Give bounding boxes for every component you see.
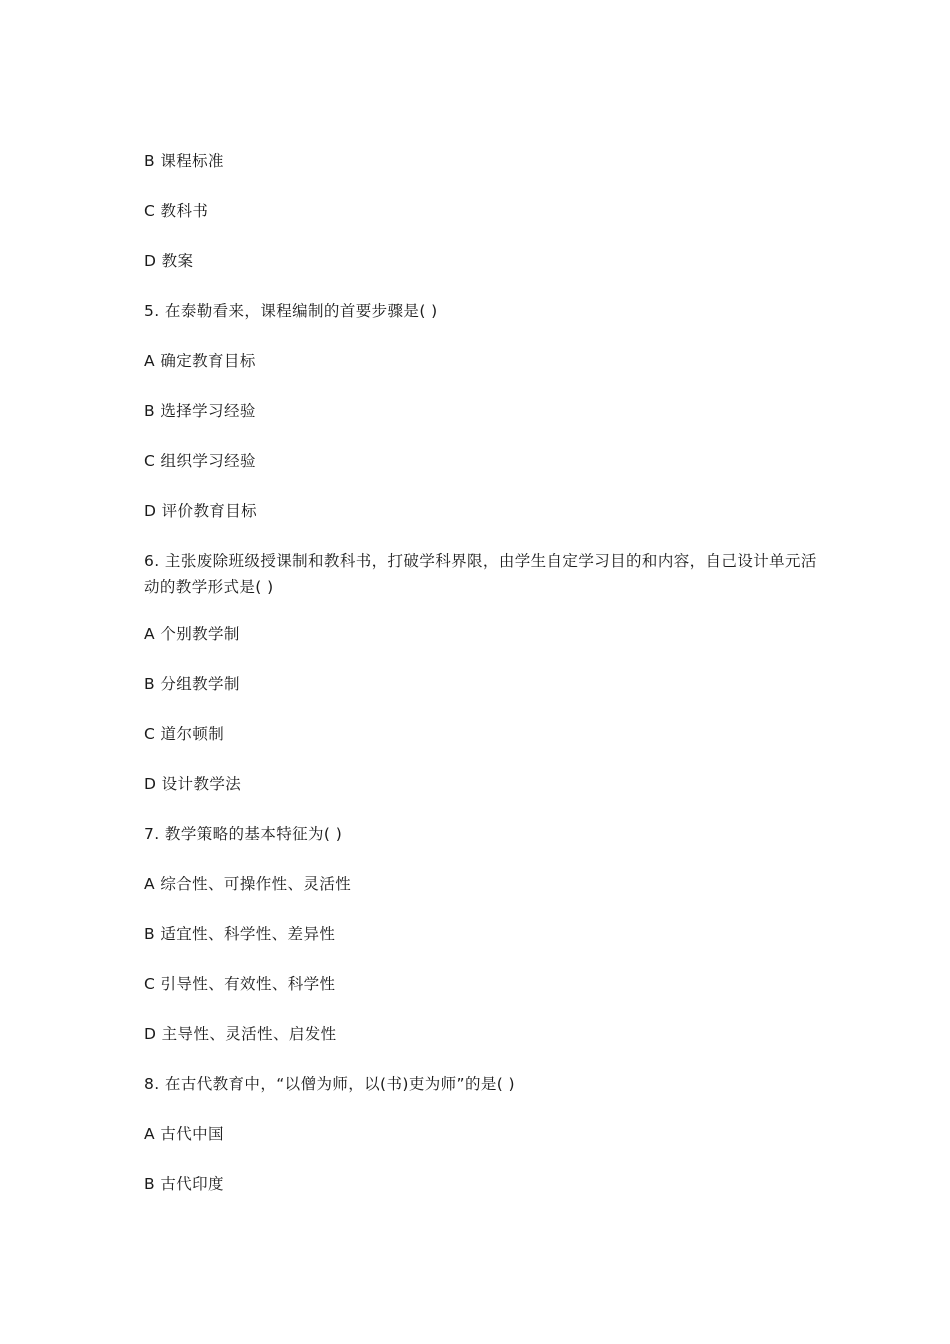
- q8-option-a: A 古代中国: [144, 1125, 224, 1143]
- q5-option-d: D 评价教育目标: [144, 502, 258, 520]
- question-8: 8. 在古代教育中，“以僧为师，以(书)吏为师”的是( ): [144, 1075, 515, 1093]
- question-7: 7. 教学策略的基本特征为( ): [144, 825, 343, 843]
- q6-option-a: A 个别教学制: [144, 625, 240, 643]
- q6-option-d: D 设计教学法: [144, 775, 242, 793]
- q5-option-a: A 确定教育目标: [144, 352, 256, 370]
- document-page: [144, 148, 824, 1221]
- q8-option-b: B 古代印度: [144, 1175, 224, 1193]
- question-5: 5. 在泰勒看来，课程编制的首要步骤是( ): [144, 302, 438, 320]
- option-c-line: C 教科书: [144, 202, 209, 220]
- q7-option-b: B 适宜性、科学性、差异性: [144, 925, 336, 943]
- q6-option-b: B 分组教学制: [144, 675, 240, 693]
- q5-option-b: B 选择学习经验: [144, 402, 256, 420]
- q7-option-a: A 综合性、可操作性、灵活性: [144, 875, 352, 893]
- q7-option-c: C 引导性、有效性、科学性: [144, 975, 336, 993]
- q5-option-c: C 组织学习经验: [144, 452, 256, 470]
- option-d-line: D 教案: [144, 252, 194, 270]
- q7-option-d: D 主导性、灵活性、启发性: [144, 1025, 337, 1043]
- question-6: 6. 主张废除班级授课制和教科书，打破学科界限，由学生自定学习目的和内容，自己设计单元活动的教学形式是( ): [144, 552, 817, 596]
- q6-option-c: C 道尔顿制: [144, 725, 225, 743]
- option-b-line: B 课程标准: [144, 152, 224, 170]
